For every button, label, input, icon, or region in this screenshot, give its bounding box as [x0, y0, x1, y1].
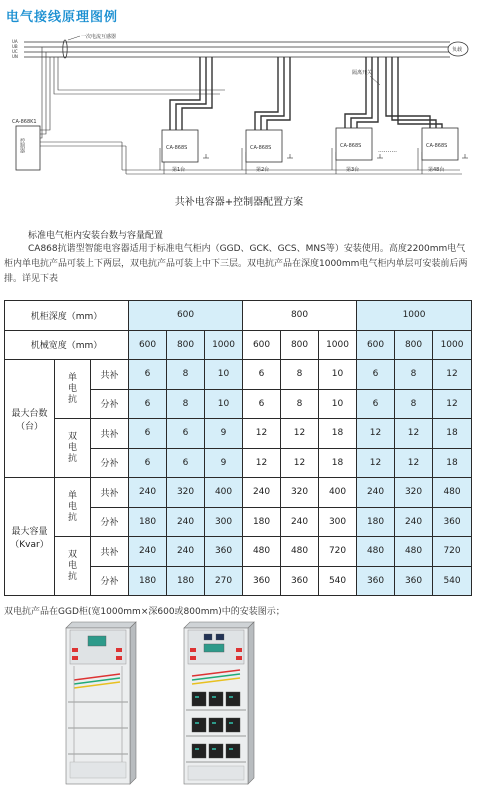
table-cell: 8	[395, 360, 433, 390]
bus-label-ua: UA	[12, 39, 18, 44]
table-cell: 8	[167, 389, 205, 419]
table-cell: 6	[357, 360, 395, 390]
table-cell: 180	[167, 566, 205, 596]
width-cell: 800	[167, 330, 205, 360]
diagram-caption: 共补电容器+控制器配置方案	[174, 197, 304, 208]
table-row	[5, 537, 472, 567]
width-label: 机械宽度（mm）	[5, 330, 129, 360]
table-cell: 6	[129, 360, 167, 390]
table-cell: 240	[129, 537, 167, 567]
unit-3	[336, 128, 372, 173]
width-cell: 600	[243, 330, 281, 360]
table-cell: 12	[433, 389, 472, 419]
table-row	[5, 419, 472, 449]
table-cell: 480	[357, 537, 395, 567]
width-row	[5, 330, 472, 360]
unit-48-label: 第48台	[428, 167, 445, 173]
controller-model: CA-868K1	[12, 119, 37, 125]
co-comp-label: 共补	[91, 537, 129, 567]
single-reactor-label: 单电抗	[67, 490, 77, 523]
table-cell: 240	[357, 478, 395, 508]
table-cell: 240	[281, 507, 319, 537]
wiring-diagram	[10, 30, 470, 190]
unit-1-label: 第1台	[172, 167, 186, 173]
depth-800: 800	[243, 301, 357, 331]
table-cell: 9	[205, 448, 243, 478]
table-cell: 6	[243, 389, 281, 419]
table-cell: 320	[281, 478, 319, 508]
depth-600: 600	[129, 301, 243, 331]
table-cell: 360	[205, 537, 243, 567]
table-cell: 720	[433, 537, 472, 567]
table-cell: 10	[319, 360, 357, 390]
width-cell: 800	[281, 330, 319, 360]
width-cell: 600	[357, 330, 395, 360]
max-cap-label: 最大容量（Kvar）	[5, 478, 55, 596]
table-cell: 480	[281, 537, 319, 567]
table-cell: 480	[433, 478, 472, 508]
table-cell: 320	[395, 478, 433, 508]
table-cell: 10	[205, 389, 243, 419]
table-cell: 8	[281, 360, 319, 390]
depth-1000: 1000	[357, 301, 472, 331]
single-reactor-label: 单电抗	[67, 372, 77, 405]
unit-1-model: CA-868S	[166, 145, 188, 151]
sep-comp-label: 分补	[91, 507, 129, 537]
table-cell: 300	[205, 507, 243, 537]
sep-comp-label: 分补	[91, 448, 129, 478]
unit-48-model: CA-868S	[426, 143, 448, 149]
width-cell: 1000	[433, 330, 472, 360]
table-cell: 12	[243, 419, 281, 449]
table-cell: 6	[129, 419, 167, 449]
width-cell: 800	[395, 330, 433, 360]
co-comp-label: 共补	[91, 360, 129, 390]
load-label: 负载	[452, 47, 463, 53]
install-caption: 双电抗产品在GGD柜(宽1000mm×深600或800mm)中的安装图示；	[4, 607, 285, 617]
cabinet-1-icon	[66, 622, 136, 784]
table-cell: 18	[319, 419, 357, 449]
table-cell: 12	[243, 448, 281, 478]
width-cell: 600	[129, 330, 167, 360]
current-transformer-icon	[63, 40, 67, 58]
width-cell: 1000	[319, 330, 357, 360]
table-cell: 12	[433, 360, 472, 390]
page-title: 电气接线原理图例	[6, 10, 119, 25]
unit-ellipsis: ··········	[378, 149, 398, 156]
unit-3-label: 第3台	[346, 167, 360, 173]
unit-3-model: CA-868S	[340, 143, 362, 149]
table-cell: 8	[281, 389, 319, 419]
switch-label: 隔离开关	[352, 70, 373, 76]
table-cell: 480	[243, 537, 281, 567]
depth-row	[5, 301, 472, 331]
table-cell: 180	[129, 566, 167, 596]
table-cell: 360	[243, 566, 281, 596]
table-cell: 18	[319, 448, 357, 478]
depth-label: 机柜深度（mm）	[5, 301, 129, 331]
sep-comp-label: 分补	[91, 389, 129, 419]
table-cell: 12	[395, 419, 433, 449]
cabinet-2-icon	[184, 622, 254, 784]
table-cell: 8	[167, 360, 205, 390]
table-cell: 12	[281, 448, 319, 478]
table-cell: 320	[167, 478, 205, 508]
double-reactor-label: 双电抗	[67, 549, 77, 582]
table-cell: 360	[357, 566, 395, 596]
unit-48	[422, 128, 458, 173]
unit-2-label: 第2台	[256, 167, 270, 173]
cabinet-illustrations	[60, 618, 280, 786]
unit-1	[162, 130, 198, 173]
width-cell: 1000	[205, 330, 243, 360]
table-cell: 180	[129, 507, 167, 537]
description-paragraph: CA868抗谐型智能电容器适用于标准电气柜内（GGD、GCK、GCS、MNS等）安装使用。高度2200mm电气柜内单电抗产品可装上下两层，双电抗产品可装上中下三层。双电抗产品在深度1000mm电气柜内单层可安装前后两排。详见下表	[4, 244, 468, 284]
max-units-label: 最大台数（台）	[5, 360, 55, 478]
table-cell: 18	[433, 419, 472, 449]
table-cell: 8	[395, 389, 433, 419]
table-cell: 540	[319, 566, 357, 596]
table-cell: 300	[319, 507, 357, 537]
table-cell: 6	[129, 389, 167, 419]
table-cell: 400	[205, 478, 243, 508]
table-cell: 9	[205, 419, 243, 449]
table-cell: 240	[395, 507, 433, 537]
table-cell: 10	[205, 360, 243, 390]
table-cell: 720	[319, 537, 357, 567]
controller-text: 控制器	[19, 138, 25, 153]
table-cell: 180	[243, 507, 281, 537]
table-cell: 6	[129, 448, 167, 478]
sep-comp-label: 分补	[91, 566, 129, 596]
capacity-table	[4, 300, 472, 596]
table-cell: 400	[319, 478, 357, 508]
table-cell: 240	[243, 478, 281, 508]
co-comp-label: 共补	[91, 419, 129, 449]
table-cell: 12	[357, 448, 395, 478]
ct-label: 一次电流互感器	[81, 34, 117, 40]
bus-label-ub: UB	[12, 44, 18, 49]
table-cell: 6	[243, 360, 281, 390]
table-row	[5, 478, 472, 508]
table-cell: 6	[167, 419, 205, 449]
table-cell: 240	[167, 507, 205, 537]
table-cell: 270	[205, 566, 243, 596]
section-heading: 标准电气柜内安装台数与容量配置	[28, 231, 164, 241]
table-cell: 10	[319, 389, 357, 419]
bus-label-uc: UC	[12, 49, 18, 54]
double-reactor-label: 双电抗	[67, 431, 77, 464]
table-cell: 12	[357, 419, 395, 449]
table-cell: 180	[357, 507, 395, 537]
table-cell: 240	[129, 478, 167, 508]
table-cell: 480	[395, 537, 433, 567]
table-cell: 6	[357, 389, 395, 419]
table-cell: 360	[281, 566, 319, 596]
co-comp-label: 共补	[91, 478, 129, 508]
unit-2	[246, 130, 282, 173]
table-cell: 240	[167, 537, 205, 567]
unit-2-model: CA-868S	[250, 145, 272, 151]
table-row	[5, 360, 472, 390]
table-cell: 360	[395, 566, 433, 596]
table-cell: 12	[395, 448, 433, 478]
table-cell: 6	[167, 448, 205, 478]
bus-label-un: UN	[12, 54, 18, 59]
table-cell: 540	[433, 566, 472, 596]
table-cell: 12	[281, 419, 319, 449]
table-cell: 360	[433, 507, 472, 537]
table-cell: 18	[433, 448, 472, 478]
